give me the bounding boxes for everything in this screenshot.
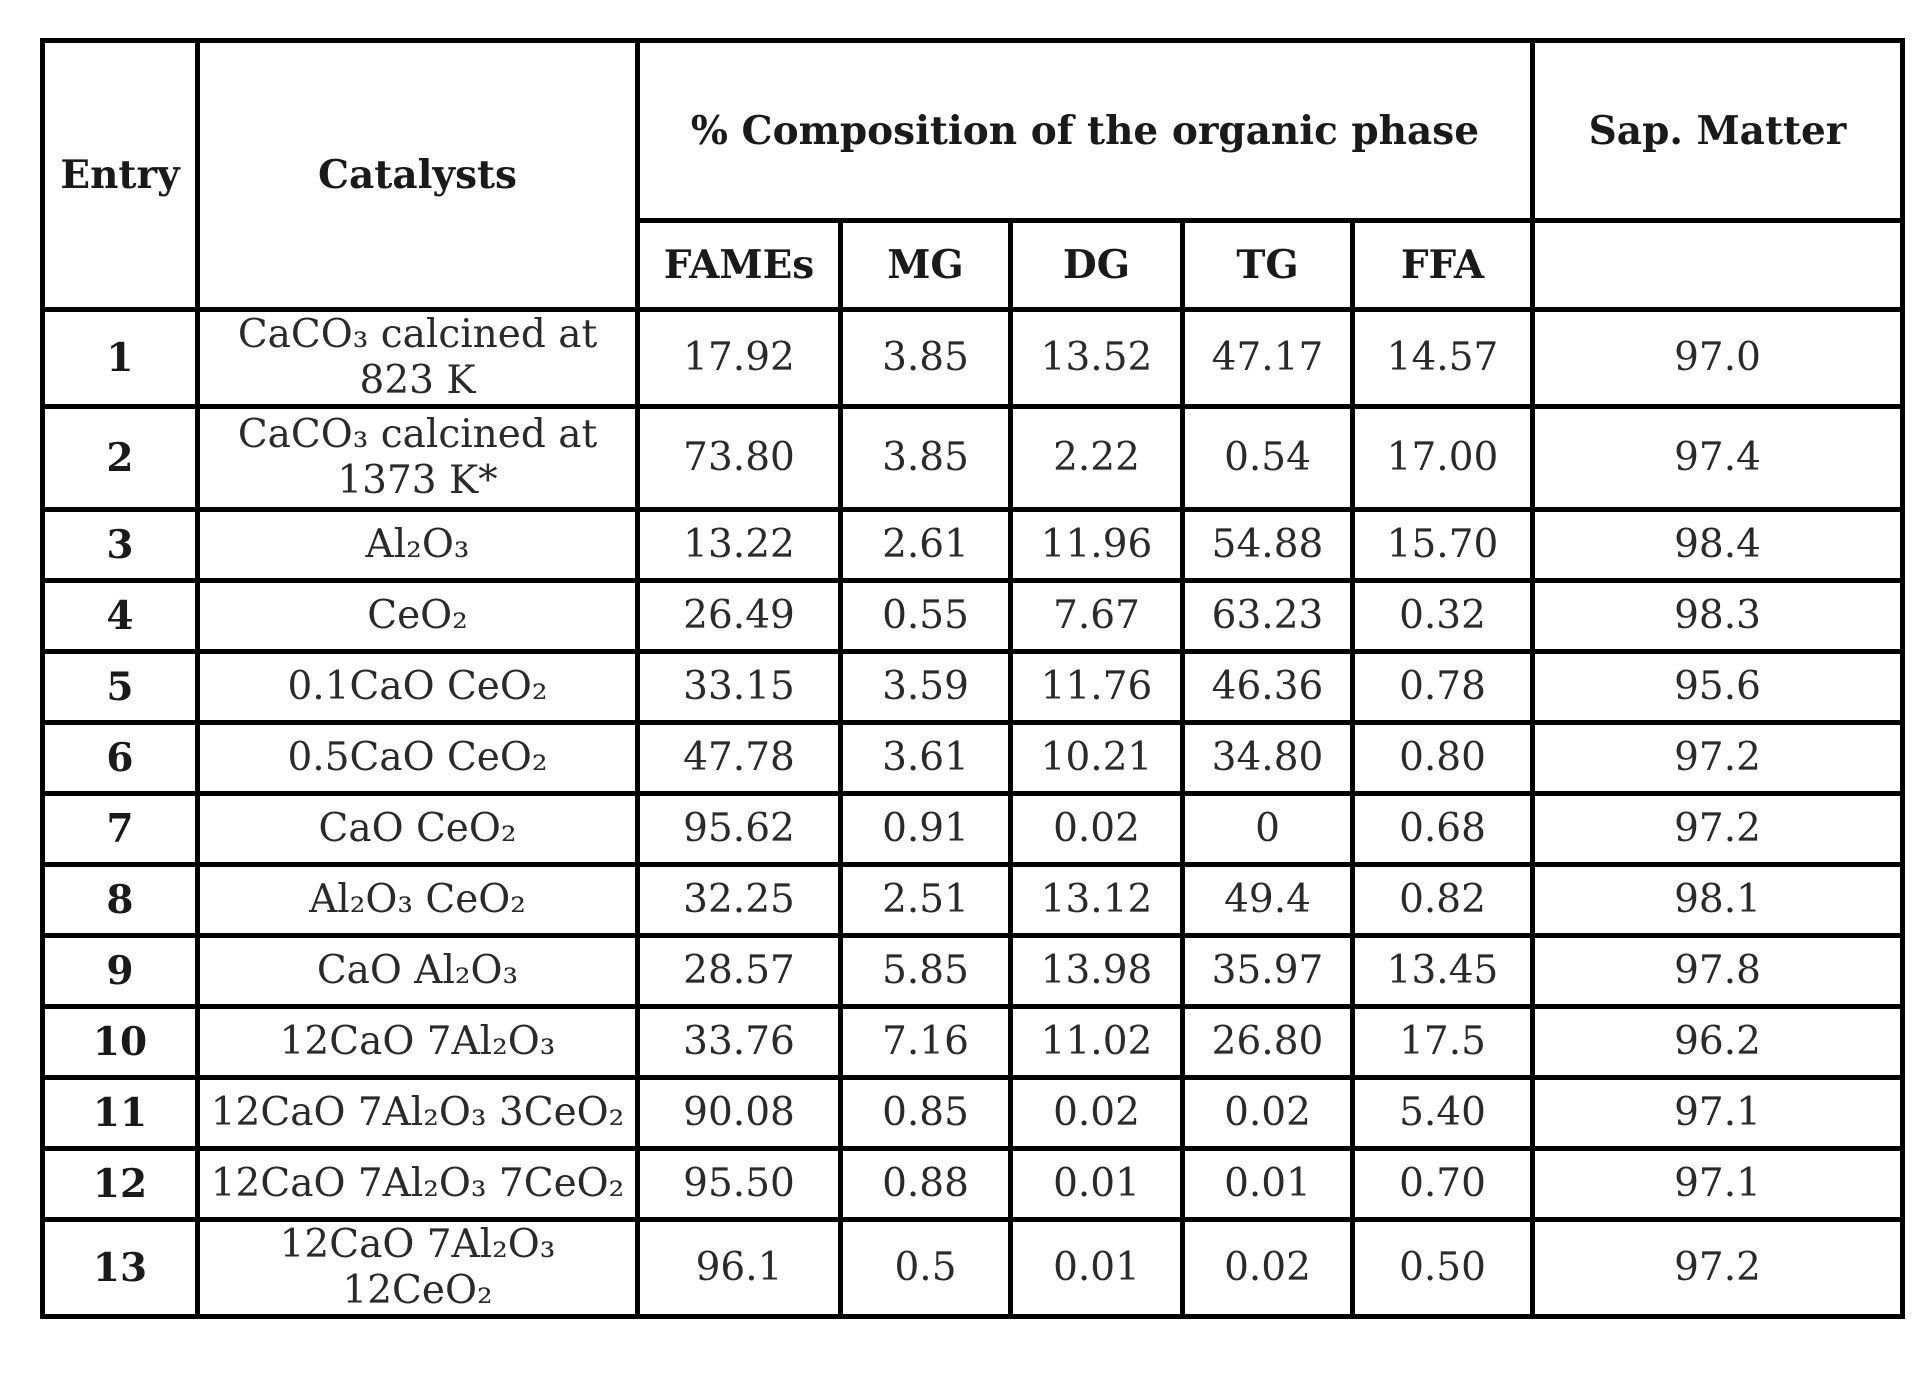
cell-sap-matter: 98.3 (1533, 581, 1903, 652)
header-mg: MG (841, 221, 1011, 310)
cell-sap-matter: 97.1 (1533, 1078, 1903, 1149)
cell-entry: 5 (43, 652, 198, 723)
cell-fames: 95.62 (638, 794, 841, 865)
cell-entry: 4 (43, 581, 198, 652)
cell-tg: 0.01 (1183, 1149, 1353, 1220)
cell-catalyst: 12CaO 7Al₂O₃ 7CeO₂ (198, 1149, 638, 1220)
table-row (43, 1007, 1903, 1078)
cell-tg: 0.02 (1183, 1220, 1353, 1317)
cell-entry: 1 (43, 310, 198, 407)
table-row (43, 1220, 1903, 1317)
cell-catalyst: Al₂O₃ CeO₂ (198, 865, 638, 936)
cell-sap-matter: 97.1 (1533, 1149, 1903, 1220)
cell-mg: 3.59 (841, 652, 1011, 723)
cell-ffa: 0.32 (1353, 581, 1533, 652)
header-row-top (43, 41, 1903, 221)
cell-ffa: 0.70 (1353, 1149, 1533, 1220)
cell-mg: 0.91 (841, 794, 1011, 865)
table-row (43, 407, 1903, 510)
cell-mg: 2.51 (841, 865, 1011, 936)
cell-catalyst: 12CaO 7Al₂O₃ 3CeO₂ (198, 1078, 638, 1149)
cell-mg: 0.85 (841, 1078, 1011, 1149)
cell-ffa: 17.00 (1353, 407, 1533, 510)
cell-dg: 13.52 (1011, 310, 1183, 407)
cell-sap-matter: 97.2 (1533, 723, 1903, 794)
cell-sap-matter: 97.4 (1533, 407, 1903, 510)
cell-sap-matter: 98.1 (1533, 865, 1903, 936)
cell-tg: 0.54 (1183, 407, 1353, 510)
cell-fames: 47.78 (638, 723, 841, 794)
cell-mg: 0.55 (841, 581, 1011, 652)
cell-sap-matter: 97.8 (1533, 936, 1903, 1007)
cell-ffa: 15.70 (1353, 510, 1533, 581)
cell-fames: 90.08 (638, 1078, 841, 1149)
cell-dg: 0.01 (1011, 1149, 1183, 1220)
cell-sap-matter: 96.2 (1533, 1007, 1903, 1078)
cell-catalyst: CeO₂ (198, 581, 638, 652)
table-row (43, 936, 1903, 1007)
cell-entry: 12 (43, 1149, 198, 1220)
cell-tg: 54.88 (1183, 510, 1353, 581)
header-tg: TG (1183, 221, 1353, 310)
cell-catalyst: 12CaO 7Al₂O₃ 12CeO₂ (198, 1220, 638, 1317)
cell-dg: 0.02 (1011, 794, 1183, 865)
cell-ffa: 5.40 (1353, 1078, 1533, 1149)
cell-dg: 10.21 (1011, 723, 1183, 794)
cell-dg: 11.76 (1011, 652, 1183, 723)
cell-entry: 13 (43, 1220, 198, 1317)
cell-catalyst: 0.1CaO CeO₂ (198, 652, 638, 723)
cell-ffa: 0.80 (1353, 723, 1533, 794)
cell-dg: 0.01 (1011, 1220, 1183, 1317)
cell-entry: 2 (43, 407, 198, 510)
table-row (43, 310, 1903, 407)
cell-ffa: 0.82 (1353, 865, 1533, 936)
cell-catalyst: CaCO₃ calcined at 823 K (198, 310, 638, 407)
cell-tg: 0.02 (1183, 1078, 1353, 1149)
cell-dg: 13.98 (1011, 936, 1183, 1007)
table-body (43, 310, 1903, 1317)
cell-tg: 35.97 (1183, 936, 1353, 1007)
cell-dg: 13.12 (1011, 865, 1183, 936)
cell-sap-matter: 95.6 (1533, 652, 1903, 723)
cell-ffa: 0.68 (1353, 794, 1533, 865)
cell-fames: 33.15 (638, 652, 841, 723)
cell-catalyst: CaO Al₂O₃ (198, 936, 638, 1007)
cell-dg: 0.02 (1011, 1078, 1183, 1149)
header-ffa: FFA (1353, 221, 1533, 310)
cell-catalyst: CaO CeO₂ (198, 794, 638, 865)
cell-fames: 33.76 (638, 1007, 841, 1078)
header-sap-matter: Sap. Matter (1533, 41, 1903, 221)
cell-tg: 63.23 (1183, 581, 1353, 652)
cell-entry: 10 (43, 1007, 198, 1078)
header-dg: DG (1011, 221, 1183, 310)
cell-fames: 28.57 (638, 936, 841, 1007)
cell-tg: 26.80 (1183, 1007, 1353, 1078)
cell-ffa: 0.78 (1353, 652, 1533, 723)
cell-mg: 3.61 (841, 723, 1011, 794)
table-row (43, 723, 1903, 794)
cell-mg: 0.5 (841, 1220, 1011, 1317)
cell-entry: 9 (43, 936, 198, 1007)
cell-mg: 7.16 (841, 1007, 1011, 1078)
header-catalysts: Catalysts (198, 41, 638, 310)
cell-tg: 49.4 (1183, 865, 1353, 936)
cell-tg: 34.80 (1183, 723, 1353, 794)
cell-mg: 3.85 (841, 310, 1011, 407)
cell-tg: 0 (1183, 794, 1353, 865)
cell-dg: 2.22 (1011, 407, 1183, 510)
header-entry: Entry (43, 41, 198, 310)
cell-tg: 46.36 (1183, 652, 1353, 723)
cell-fames: 26.49 (638, 581, 841, 652)
header-composition: % Composition of the organic phase (638, 41, 1533, 221)
cell-catalyst: 12CaO 7Al₂O₃ (198, 1007, 638, 1078)
cell-entry: 3 (43, 510, 198, 581)
cell-sap-matter: 97.2 (1533, 1220, 1903, 1317)
cell-mg: 2.61 (841, 510, 1011, 581)
cell-entry: 11 (43, 1078, 198, 1149)
cell-ffa: 13.45 (1353, 936, 1533, 1007)
cell-mg: 5.85 (841, 936, 1011, 1007)
table-row (43, 1149, 1903, 1220)
cell-fames: 13.22 (638, 510, 841, 581)
cell-sap-matter: 97.2 (1533, 794, 1903, 865)
cell-fames: 73.80 (638, 407, 841, 510)
cell-tg: 47.17 (1183, 310, 1353, 407)
cell-entry: 8 (43, 865, 198, 936)
header-fames: FAMEs (638, 221, 841, 310)
cell-dg: 11.96 (1011, 510, 1183, 581)
cell-dg: 11.02 (1011, 1007, 1183, 1078)
cell-ffa: 0.50 (1353, 1220, 1533, 1317)
cell-fames: 95.50 (638, 1149, 841, 1220)
cell-sap-matter: 97.0 (1533, 310, 1903, 407)
cell-fames: 17.92 (638, 310, 841, 407)
table-row (43, 581, 1903, 652)
cell-sap-matter: 98.4 (1533, 510, 1903, 581)
cell-catalyst: CaCO₃ calcined at 1373 K* (198, 407, 638, 510)
composition-table (40, 38, 1905, 1319)
cell-dg: 7.67 (1011, 581, 1183, 652)
cell-catalyst: 0.5CaO CeO₂ (198, 723, 638, 794)
cell-ffa: 17.5 (1353, 1007, 1533, 1078)
cell-mg: 0.88 (841, 1149, 1011, 1220)
cell-catalyst: Al₂O₃ (198, 510, 638, 581)
cell-ffa: 14.57 (1353, 310, 1533, 407)
cell-mg: 3.85 (841, 407, 1011, 510)
cell-entry: 6 (43, 723, 198, 794)
cell-entry: 7 (43, 794, 198, 865)
table-row (43, 1078, 1903, 1149)
composition-table-container (40, 38, 1900, 1319)
table-row (43, 865, 1903, 936)
table-row (43, 652, 1903, 723)
cell-fames: 96.1 (638, 1220, 841, 1317)
cell-fames: 32.25 (638, 865, 841, 936)
table-row (43, 794, 1903, 865)
header-sap-empty (1533, 221, 1903, 310)
table-row (43, 510, 1903, 581)
